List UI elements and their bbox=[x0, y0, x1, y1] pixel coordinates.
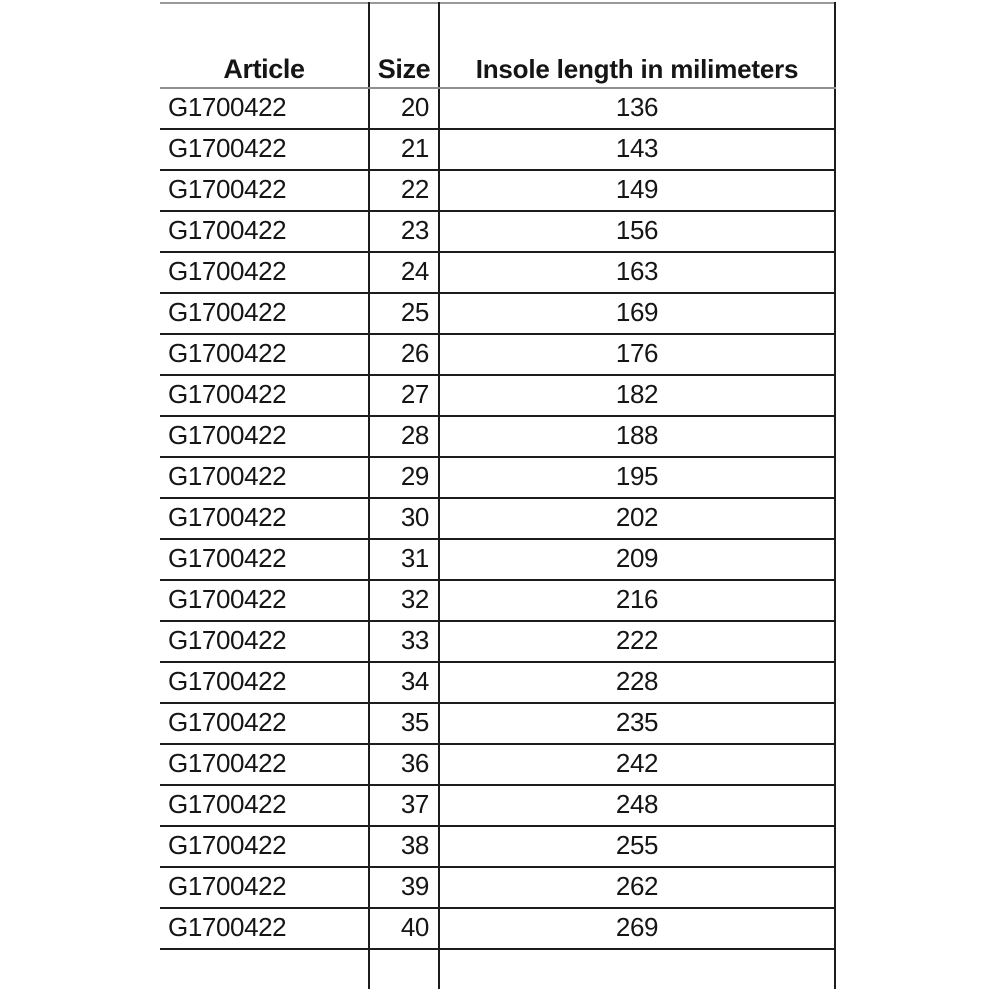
table-row bbox=[160, 498, 835, 539]
insole-length-cell: 202 bbox=[439, 498, 835, 539]
insole-length-cell: 156 bbox=[439, 211, 835, 252]
insole-length-cell: 228 bbox=[439, 662, 835, 703]
article-cell: G1700422 bbox=[160, 252, 369, 293]
size-cell: 26 bbox=[369, 334, 439, 375]
size-cell: 20 bbox=[369, 88, 439, 129]
article-cell: G1700422 bbox=[160, 457, 369, 498]
size-cell: 29 bbox=[369, 457, 439, 498]
insole-length-cell: 143 bbox=[439, 129, 835, 170]
insole-length-cell: 262 bbox=[439, 867, 835, 908]
table-row bbox=[160, 252, 835, 293]
article-cell: G1700422 bbox=[160, 375, 369, 416]
article-cell: G1700422 bbox=[160, 785, 369, 826]
article-cell: G1700422 bbox=[160, 826, 369, 867]
insole-length-cell: 182 bbox=[439, 375, 835, 416]
empty-cell bbox=[369, 949, 439, 989]
table-row bbox=[160, 211, 835, 252]
article-cell: G1700422 bbox=[160, 129, 369, 170]
table-row bbox=[160, 375, 835, 416]
size-cell: 27 bbox=[369, 375, 439, 416]
table-row bbox=[160, 908, 835, 949]
size-cell: 34 bbox=[369, 662, 439, 703]
article-cell: G1700422 bbox=[160, 908, 369, 949]
size-cell: 22 bbox=[369, 170, 439, 211]
insole-length-cell: 195 bbox=[439, 457, 835, 498]
size-cell: 31 bbox=[369, 539, 439, 580]
insole-length-cell: 255 bbox=[439, 826, 835, 867]
article-cell: G1700422 bbox=[160, 580, 369, 621]
insole-length-cell: 235 bbox=[439, 703, 835, 744]
size-cell: 33 bbox=[369, 621, 439, 662]
table-row bbox=[160, 744, 835, 785]
table-row bbox=[160, 88, 835, 129]
partial-clipped-row bbox=[160, 949, 835, 989]
article-cell: G1700422 bbox=[160, 170, 369, 211]
insole-length-cell: 269 bbox=[439, 908, 835, 949]
table-row bbox=[160, 457, 835, 498]
table-row bbox=[160, 170, 835, 211]
table-row bbox=[160, 703, 835, 744]
size-cell: 23 bbox=[369, 211, 439, 252]
table-row bbox=[160, 416, 835, 457]
article-cell: G1700422 bbox=[160, 539, 369, 580]
insole-length-cell: 222 bbox=[439, 621, 835, 662]
table-row bbox=[160, 129, 835, 170]
table-row bbox=[160, 662, 835, 703]
column-header-size: Size bbox=[369, 3, 439, 88]
insole-length-cell: 169 bbox=[439, 293, 835, 334]
empty-cell bbox=[160, 949, 369, 989]
insole-length-cell: 149 bbox=[439, 170, 835, 211]
table-body bbox=[160, 88, 835, 989]
article-cell: G1700422 bbox=[160, 498, 369, 539]
empty-cell bbox=[439, 949, 835, 989]
article-cell: G1700422 bbox=[160, 621, 369, 662]
table-row bbox=[160, 785, 835, 826]
size-cell: 28 bbox=[369, 416, 439, 457]
insole-length-cell: 209 bbox=[439, 539, 835, 580]
insole-length-cell: 176 bbox=[439, 334, 835, 375]
article-cell: G1700422 bbox=[160, 416, 369, 457]
size-cell: 24 bbox=[369, 252, 439, 293]
column-header-article: Article bbox=[160, 3, 369, 88]
table-row bbox=[160, 334, 835, 375]
size-cell: 30 bbox=[369, 498, 439, 539]
table-row bbox=[160, 293, 835, 334]
article-cell: G1700422 bbox=[160, 211, 369, 252]
insole-length-cell: 163 bbox=[439, 252, 835, 293]
table-row bbox=[160, 826, 835, 867]
size-cell: 37 bbox=[369, 785, 439, 826]
article-cell: G1700422 bbox=[160, 662, 369, 703]
size-cell: 40 bbox=[369, 908, 439, 949]
insole-length-cell: 136 bbox=[439, 88, 835, 129]
article-cell: G1700422 bbox=[160, 867, 369, 908]
article-cell: G1700422 bbox=[160, 334, 369, 375]
table-row bbox=[160, 621, 835, 662]
size-cell: 35 bbox=[369, 703, 439, 744]
article-cell: G1700422 bbox=[160, 744, 369, 785]
size-cell: 38 bbox=[369, 826, 439, 867]
size-cell: 25 bbox=[369, 293, 439, 334]
header-row bbox=[160, 3, 835, 88]
table-row bbox=[160, 580, 835, 621]
insole-length-cell: 188 bbox=[439, 416, 835, 457]
size-cell: 36 bbox=[369, 744, 439, 785]
article-cell: G1700422 bbox=[160, 293, 369, 334]
insole-length-cell: 216 bbox=[439, 580, 835, 621]
column-header-insole-length: Insole length in milimeters bbox=[439, 3, 835, 88]
table-row bbox=[160, 867, 835, 908]
size-cell: 32 bbox=[369, 580, 439, 621]
size-chart-table bbox=[160, 2, 836, 989]
insole-length-cell: 248 bbox=[439, 785, 835, 826]
article-cell: G1700422 bbox=[160, 703, 369, 744]
size-cell: 39 bbox=[369, 867, 439, 908]
table-row bbox=[160, 539, 835, 580]
insole-length-cell: 242 bbox=[439, 744, 835, 785]
article-cell: G1700422 bbox=[160, 88, 369, 129]
size-cell: 21 bbox=[369, 129, 439, 170]
